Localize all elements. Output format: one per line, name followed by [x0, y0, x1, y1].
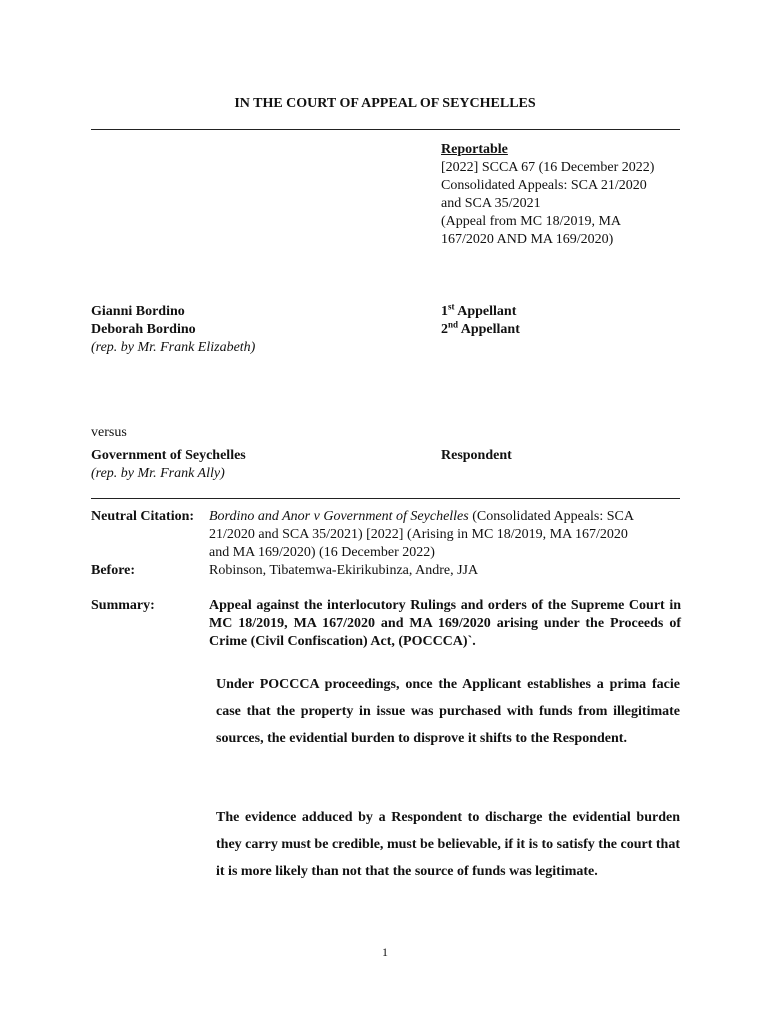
role-label: Appellant — [454, 304, 517, 319]
summary-text: Appeal against the interlocutory Rulings and orders of the Supreme Court in MC 18/2019, MA 167/2020 and MA 169/2020 arising under the Proceeds of Crime (Civil Confiscation) Act, (POCCCA)`. — [209, 598, 681, 649]
case-info-line: [2022] SCCA 67 (16 December 2022) — [441, 160, 655, 175]
respondent-representation: (rep. by Mr. Frank Ally) — [91, 466, 225, 481]
respondent-name: Government of Seychelles — [91, 448, 246, 463]
role-label: Appellant — [458, 322, 520, 337]
citation-value — [209, 508, 681, 562]
court-title: IN THE COURT OF APPEAL OF SEYCHELLES — [234, 96, 536, 111]
role-ordinal: st — [448, 301, 455, 312]
appellant-representation: (rep. by Mr. Frank Elizabeth) — [91, 340, 256, 355]
reportable-label: Reportable — [441, 142, 508, 157]
citation-line: 21/2020 and SCA 35/2021) [2022] (Arising in MC 18/2019, MA 167/2020 — [209, 527, 628, 542]
case-name: Bordino and Anor v Government of Seychelles — [209, 509, 469, 524]
case-info-line: 167/2020 AND MA 169/2020) — [441, 232, 614, 247]
page-number: 1 — [382, 945, 388, 959]
summary-label: Summary: — [91, 598, 155, 613]
body-paragraph: The evidence adduced by a Respondent to discharge the evidential burden they carry must be credible, must be believable, if it is to satisfy the court that it is more likely than not that the source of funds was legitimate. — [216, 810, 680, 879]
citation-line: (Consolidated Appeals: SCA — [468, 509, 634, 524]
appellants-block — [91, 303, 421, 357]
role-number: 1 — [441, 304, 448, 319]
case-info-line: Consolidated Appeals: SCA 21/2020 — [441, 178, 647, 193]
appellant-role — [441, 321, 686, 339]
respondent-role: Respondent — [441, 448, 512, 463]
middle-divider — [91, 498, 680, 499]
before-value: Robinson, Tibatemwa-Ekirikubinza, Andre, JJA — [209, 563, 479, 578]
before-label: Before: — [91, 563, 136, 578]
appellant-roles — [441, 303, 686, 339]
appellant-name: Gianni Bordino — [91, 304, 185, 319]
case-info-block — [441, 141, 686, 249]
citation-line: and MA 169/2020) (16 December 2022) — [209, 545, 435, 560]
body-paragraph: Under POCCCA proceedings, once the Applicant establishes a prima facie case that the property in issue was purchased with funds from illegitimate sources, the evidential burden to disprove it shifts to the Respondent. — [216, 677, 680, 746]
role-number: 2 — [441, 322, 448, 337]
versus-label: versus — [91, 425, 127, 440]
appellant-name: Deborah Bordino — [91, 322, 196, 337]
citation-label: Neutral Citation: — [91, 509, 195, 524]
appellant-role — [441, 303, 686, 321]
top-divider — [91, 129, 680, 130]
case-info-line: and SCA 35/2021 — [441, 196, 541, 211]
respondent-block — [91, 447, 421, 483]
role-ordinal: nd — [448, 319, 459, 330]
case-info-line: (Appeal from MC 18/2019, MA — [441, 214, 622, 229]
